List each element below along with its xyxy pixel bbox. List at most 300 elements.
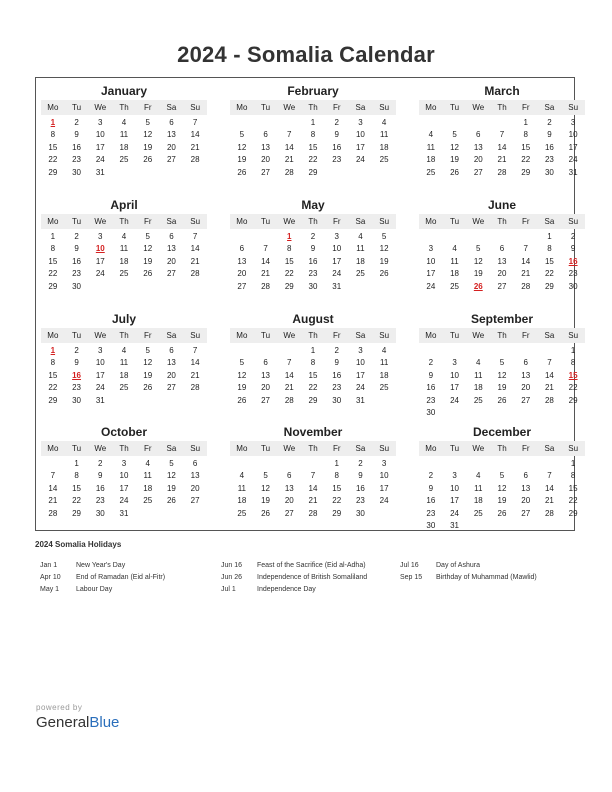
day-cell: 10	[450, 370, 460, 380]
day-cell: 23	[95, 496, 105, 506]
day-cell: 14	[190, 358, 200, 368]
weekday-label: Mo	[236, 444, 248, 453]
day-cell: 26	[497, 395, 507, 405]
day-cell: 19	[166, 483, 176, 493]
day-cell: 9	[310, 244, 316, 254]
day-cell: 24	[95, 383, 105, 393]
day-cell: 30	[72, 167, 82, 177]
day-cell: 28	[521, 281, 531, 291]
weekday-label: We	[472, 331, 485, 340]
weekday-label: Sa	[544, 331, 555, 340]
day-cell: 25	[237, 508, 247, 518]
holiday-entry	[221, 572, 367, 584]
day-cell: 9	[334, 358, 339, 368]
day-cell: 12	[473, 256, 483, 266]
weekday-label: Fr	[143, 103, 152, 112]
weekday-label: Mo	[236, 103, 248, 112]
holiday-column-1	[40, 560, 165, 596]
day-cell: 14	[521, 256, 531, 266]
weekday-label: Tu	[450, 331, 460, 340]
weekday-label: Sa	[166, 217, 177, 226]
calendar-frame	[35, 77, 579, 531]
weekday-label: Sa	[166, 103, 177, 112]
day-cell: 5	[452, 130, 457, 140]
weekday-label: Fr	[521, 103, 530, 112]
day-cell: 10	[355, 358, 365, 368]
day-cell: 27	[190, 496, 200, 506]
day-cell: 19	[497, 496, 507, 506]
day-cell: 12	[261, 483, 271, 493]
weekday-header	[230, 441, 396, 456]
day-cell: 18	[379, 370, 389, 380]
day-cell: 15	[284, 256, 294, 266]
empty-cell	[419, 117, 443, 129]
empty-cell	[514, 345, 538, 357]
day-cell: 20	[237, 269, 247, 279]
day-cell: 31	[119, 508, 129, 518]
day-cell: 10	[95, 130, 105, 140]
day-cell: 4	[476, 358, 481, 368]
day-cell: 11	[237, 483, 246, 493]
day-cell: 22	[48, 383, 58, 393]
day-cell: 27	[166, 155, 176, 165]
weekday-label: Sa	[355, 331, 366, 340]
weekday-label: Mo	[236, 217, 248, 226]
day-cell: 2	[358, 459, 363, 468]
day-cell: 6	[499, 244, 505, 254]
day-cell: 7	[192, 346, 198, 355]
day-cell: 17	[355, 370, 365, 380]
empty-cell	[490, 458, 514, 470]
day-grid	[230, 345, 396, 407]
day-cell: 17	[332, 256, 342, 266]
day-cell: 18	[426, 155, 436, 165]
empty-cell	[490, 231, 514, 243]
month-name: September	[470, 312, 534, 326]
day-grid	[41, 458, 207, 520]
day-cell: 30	[426, 520, 436, 530]
holiday-name: End of Ramadan (Eid al-Fitr)	[76, 574, 166, 581]
holiday-name: Independence Day	[257, 586, 316, 593]
weekday-header	[230, 328, 396, 343]
weekday-label: Th	[497, 103, 507, 112]
weekday-label: Th	[308, 217, 318, 226]
day-cell: 17	[450, 496, 460, 506]
holiday-day-cell: 1	[50, 118, 56, 127]
holidays-title: 2024 Somalia Holidays	[35, 540, 122, 549]
day-cell: 8	[310, 130, 316, 140]
day-cell: 21	[308, 496, 318, 506]
day-cell: 19	[450, 155, 460, 165]
day-cell: 1	[547, 232, 552, 241]
day-cell: 25	[119, 383, 129, 393]
weekday-header	[230, 100, 396, 115]
day-cell: 3	[452, 471, 457, 481]
weekday-header	[419, 214, 585, 229]
day-grid	[41, 117, 207, 179]
weekday-label: Fr	[332, 444, 341, 453]
day-cell: 13	[521, 370, 531, 380]
day-cell: 4	[121, 118, 127, 127]
day-cell: 24	[355, 155, 365, 165]
holiday-date: Jan 1	[40, 562, 58, 569]
day-cell: 3	[428, 244, 434, 254]
day-cell: 20	[284, 496, 294, 506]
day-cell: 1	[334, 459, 339, 468]
day-cell: 3	[98, 232, 103, 241]
empty-cell	[514, 231, 538, 243]
day-cell: 29	[568, 395, 578, 405]
day-cell: 7	[310, 471, 316, 481]
weekday-label: Tu	[72, 331, 82, 340]
day-cell: 25	[450, 281, 460, 291]
day-cell: 20	[166, 370, 176, 380]
holiday-entry	[40, 560, 165, 572]
empty-cell	[301, 458, 325, 470]
day-cell: 8	[74, 471, 79, 481]
day-cell: 27	[473, 167, 483, 177]
day-cell: 19	[473, 269, 483, 279]
day-cell: 8	[570, 358, 576, 368]
day-cell: 20	[261, 155, 271, 165]
day-cell: 1	[74, 459, 79, 468]
day-cell: 16	[72, 142, 82, 152]
day-cell: 10	[95, 358, 105, 368]
day-cell: 25	[379, 383, 389, 393]
holiday-entry	[400, 572, 537, 584]
weekday-header	[419, 328, 585, 343]
day-cell: 23	[332, 383, 342, 393]
day-cell: 5	[239, 358, 245, 368]
holiday-date: May 1	[40, 586, 60, 593]
day-cell: 11	[426, 142, 435, 152]
day-cell: 17	[450, 383, 460, 393]
day-cell: 28	[48, 508, 58, 518]
day-cell: 26	[450, 167, 460, 177]
empty-cell	[419, 345, 443, 357]
day-cell: 24	[119, 496, 129, 506]
day-cell: 29	[48, 167, 58, 177]
day-cell: 23	[72, 155, 82, 165]
day-cell: 24	[332, 269, 342, 279]
day-cell: 5	[239, 130, 245, 140]
weekday-label: Tu	[72, 444, 82, 453]
month-name: February	[287, 84, 339, 98]
weekday-label: Tu	[261, 331, 271, 340]
day-cell: 25	[119, 155, 129, 165]
day-cell: 26	[143, 155, 153, 165]
day-cell: 14	[190, 130, 200, 140]
weekday-label: Tu	[450, 217, 460, 226]
weekday-label: Su	[568, 217, 579, 226]
day-cell: 5	[145, 346, 150, 355]
day-grid	[419, 117, 585, 179]
day-cell: 7	[287, 358, 292, 368]
day-cell: 18	[119, 370, 129, 380]
month-october	[41, 424, 207, 520]
month-november	[230, 424, 396, 520]
day-cell: 17	[379, 483, 389, 493]
brand-name-general: General	[36, 714, 90, 731]
weekday-label: We	[283, 217, 296, 226]
empty-cell	[230, 231, 254, 243]
day-cell: 10	[355, 130, 365, 140]
day-cell: 8	[50, 358, 56, 368]
day-cell: 8	[50, 130, 56, 140]
empty-cell	[419, 231, 443, 243]
powered-by-text: powered by	[36, 703, 83, 712]
weekday-label: Mo	[47, 331, 59, 340]
day-cell: 22	[72, 496, 82, 506]
day-cell: 5	[145, 118, 150, 127]
day-cell: 15	[72, 483, 82, 493]
day-cell: 31	[450, 520, 460, 530]
day-cell: 21	[48, 496, 58, 506]
day-cell: 27	[521, 508, 531, 518]
day-cell: 2	[334, 118, 339, 127]
day-cell: 10	[426, 256, 436, 266]
day-cell: 2	[74, 346, 79, 355]
weekday-label: Sa	[544, 103, 555, 112]
empty-cell	[419, 458, 443, 470]
holiday-column-2	[221, 560, 367, 596]
empty-cell	[277, 345, 301, 357]
weekday-label: We	[472, 444, 485, 453]
day-cell: 31	[95, 167, 105, 177]
brand-logo	[36, 703, 119, 731]
month-name: October	[100, 425, 147, 439]
day-cell: 9	[74, 130, 79, 140]
day-cell: 14	[284, 142, 294, 152]
day-cell: 12	[237, 142, 247, 152]
day-grid	[419, 458, 585, 532]
day-cell: 15	[48, 370, 58, 380]
holiday-day-cell: 16	[72, 370, 82, 380]
weekday-label: Tu	[72, 217, 82, 226]
day-cell: 16	[544, 142, 554, 152]
day-cell: 28	[284, 395, 294, 405]
day-cell: 6	[192, 459, 198, 468]
day-cell: 11	[379, 130, 389, 140]
day-cell: 16	[426, 383, 436, 393]
day-cell: 4	[428, 130, 434, 140]
day-cell: 3	[98, 346, 103, 355]
day-cell: 30	[95, 508, 105, 518]
day-cell: 4	[121, 346, 127, 355]
empty-cell	[230, 458, 254, 470]
weekday-header	[41, 214, 207, 229]
weekday-label: Th	[497, 331, 507, 340]
day-cell: 16	[72, 256, 82, 266]
day-cell: 17	[355, 142, 365, 152]
weekday-label: We	[283, 444, 296, 453]
day-cell: 13	[237, 256, 247, 266]
holiday-column-3	[400, 560, 537, 584]
month-name: June	[487, 198, 516, 212]
day-cell: 26	[261, 508, 271, 518]
weekday-header	[230, 214, 396, 229]
weekday-label: Su	[379, 103, 390, 112]
day-cell: 2	[428, 358, 434, 368]
day-cell: 3	[358, 346, 363, 355]
day-cell: 15	[48, 142, 58, 152]
day-cell: 19	[261, 496, 271, 506]
day-cell: 11	[119, 358, 129, 368]
day-cell: 11	[119, 244, 129, 254]
day-cell: 25	[426, 167, 436, 177]
day-cell: 23	[308, 269, 318, 279]
day-cell: 6	[287, 471, 292, 481]
day-cell: 3	[98, 118, 103, 127]
day-cell: 1	[310, 118, 316, 127]
day-cell: 19	[497, 383, 507, 393]
empty-cell	[230, 345, 254, 357]
day-cell: 26	[143, 269, 153, 279]
day-cell: 28	[190, 383, 200, 393]
month-september	[419, 311, 585, 419]
weekday-header	[41, 441, 207, 456]
empty-cell	[466, 117, 490, 129]
day-cell: 13	[521, 483, 531, 493]
month-june	[419, 197, 585, 293]
day-cell: 21	[190, 142, 200, 152]
day-cell: 27	[521, 395, 531, 405]
holiday-name: Feast of the Sacrifice (Eid al-Adha)	[257, 562, 366, 569]
day-cell: 5	[169, 459, 174, 468]
day-cell: 2	[310, 232, 316, 241]
day-cell: 21	[284, 155, 294, 165]
day-cell: 13	[284, 483, 294, 493]
month-name: November	[283, 425, 343, 439]
empty-cell	[443, 231, 467, 243]
weekday-label: Th	[308, 331, 318, 340]
weekday-label: Tu	[450, 444, 460, 453]
day-cell: 2	[547, 118, 552, 127]
weekday-label: Mo	[47, 444, 59, 453]
holiday-date: Jun 16	[221, 562, 243, 569]
day-cell: 22	[544, 269, 554, 279]
day-cell: 27	[166, 383, 176, 393]
holiday-day-cell: 26	[473, 281, 483, 291]
day-cell: 8	[334, 471, 339, 481]
day-cell: 9	[428, 370, 434, 380]
weekday-header	[41, 328, 207, 343]
day-cell: 27	[284, 508, 294, 518]
day-cell: 21	[190, 256, 200, 266]
day-cell: 2	[98, 459, 103, 468]
weekday-label: Su	[190, 217, 201, 226]
day-cell: 28	[497, 167, 507, 177]
day-cell: 6	[169, 346, 174, 355]
day-cell: 31	[568, 167, 578, 177]
day-cell: 24	[426, 281, 436, 291]
day-cell: 23	[426, 395, 436, 405]
day-cell: 13	[166, 358, 176, 368]
day-cell: 17	[568, 142, 578, 152]
month-name: March	[484, 84, 520, 98]
weekday-label: Sa	[166, 331, 177, 340]
day-cell: 13	[473, 142, 483, 152]
day-cell: 26	[166, 496, 176, 506]
day-cell: 12	[143, 130, 153, 140]
day-cell: 10	[119, 471, 129, 481]
day-cell: 9	[334, 130, 339, 140]
day-cell: 7	[499, 130, 505, 140]
holiday-day-cell: 10	[95, 244, 105, 254]
day-cell: 9	[98, 471, 103, 481]
day-cell: 14	[544, 370, 554, 380]
day-cell: 7	[50, 471, 56, 481]
day-grid	[419, 345, 585, 419]
day-cell: 25	[143, 496, 153, 506]
day-cell: 15	[568, 483, 578, 493]
empty-cell	[254, 458, 278, 470]
weekday-label: Fr	[143, 217, 152, 226]
day-cell: 26	[143, 383, 153, 393]
day-cell: 15	[521, 142, 531, 152]
holiday-entry	[221, 560, 367, 572]
weekday-label: Fr	[521, 331, 530, 340]
holiday-day-cell: 15	[568, 370, 578, 380]
day-cell: 24	[379, 496, 389, 506]
day-cell: 14	[261, 256, 271, 266]
day-cell: 31	[95, 395, 105, 405]
day-cell: 15	[48, 256, 58, 266]
holiday-name: Day of Ashura	[436, 562, 480, 569]
month-february	[230, 83, 396, 179]
day-cell: 25	[119, 269, 129, 279]
day-cell: 2	[428, 471, 434, 481]
day-cell: 17	[119, 483, 129, 493]
month-name: July	[111, 312, 136, 326]
weekday-label: Th	[119, 331, 129, 340]
day-cell: 19	[143, 370, 153, 380]
day-cell: 4	[381, 118, 387, 127]
weekday-label: Th	[497, 444, 507, 453]
day-cell: 24	[450, 395, 460, 405]
day-cell: 17	[95, 142, 105, 152]
day-cell: 16	[355, 483, 365, 493]
day-cell: 26	[379, 269, 389, 279]
day-cell: 29	[308, 395, 318, 405]
day-cell: 1	[570, 459, 576, 468]
day-cell: 25	[379, 155, 389, 165]
weekday-label: Su	[568, 103, 579, 112]
day-cell: 21	[544, 383, 554, 393]
holiday-name: New Year's Day	[76, 562, 126, 569]
empty-cell	[538, 345, 562, 357]
day-cell: 27	[166, 269, 176, 279]
day-cell: 16	[332, 370, 342, 380]
day-cell: 24	[95, 155, 105, 165]
day-cell: 24	[95, 269, 105, 279]
weekday-label: We	[283, 331, 296, 340]
month-january	[41, 83, 207, 179]
day-cell: 11	[474, 483, 483, 493]
day-cell: 7	[263, 244, 268, 254]
day-cell: 21	[190, 370, 200, 380]
day-cell: 1	[570, 346, 576, 355]
day-cell: 13	[166, 130, 176, 140]
day-cell: 21	[284, 383, 294, 393]
day-cell: 6	[263, 130, 268, 140]
day-cell: 26	[237, 395, 247, 405]
day-cell: 2	[570, 232, 576, 241]
weekday-label: Tu	[261, 217, 271, 226]
day-cell: 4	[476, 471, 481, 481]
weekday-label: We	[94, 217, 107, 226]
day-cell: 15	[308, 142, 318, 152]
